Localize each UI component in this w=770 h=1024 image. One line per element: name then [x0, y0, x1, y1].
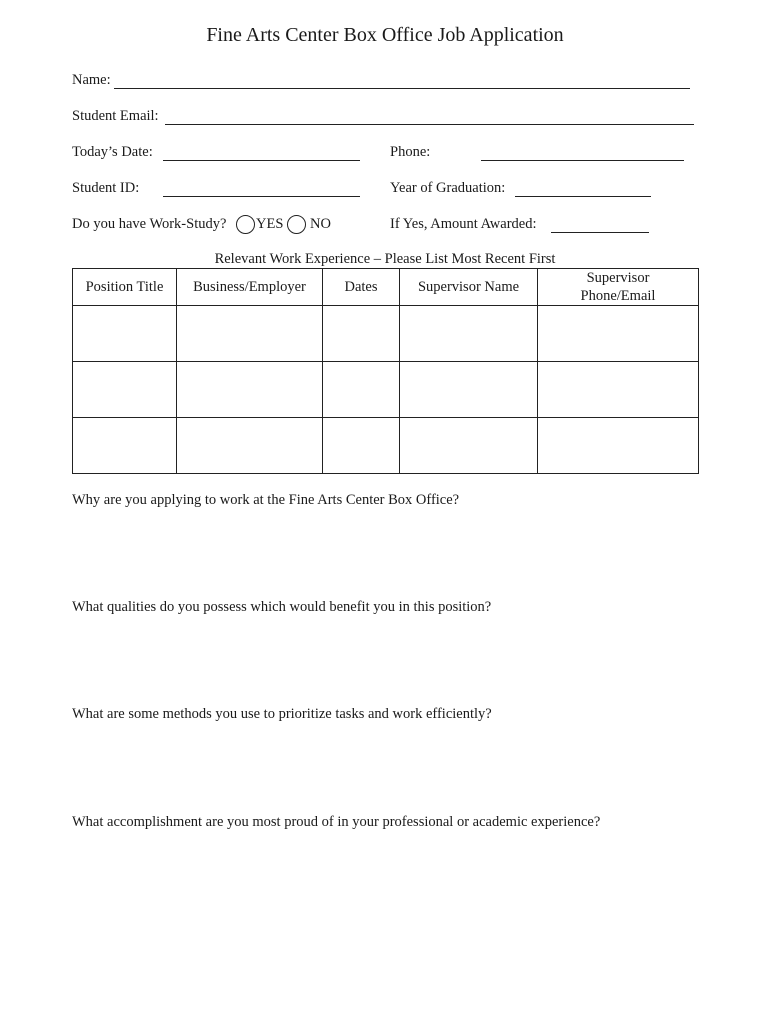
answer-prioritize-methods[interactable] [72, 730, 698, 800]
student-email-label: Student Email: [72, 108, 159, 124]
work-study-no-label: NO [310, 216, 331, 232]
page-title: Fine Arts Center Box Office Job Application [206, 24, 564, 46]
table-header-row [73, 269, 699, 306]
question-accomplishment: What accomplishment are you most proud of in your professional or academic experience? [72, 814, 601, 830]
student-email-field[interactable] [165, 124, 694, 125]
student-id-field[interactable] [163, 196, 360, 197]
question-prioritize-methods: What are some methods you use to prioritize tasks and work efficiently? [72, 706, 492, 722]
header-business-employer: Business/Employer [177, 269, 323, 306]
table-cell[interactable] [538, 306, 699, 362]
work-study-label: Do you have Work-Study? [72, 216, 227, 232]
table-cell[interactable] [400, 362, 538, 418]
student-id-label: Student ID: [72, 180, 140, 196]
header-position-title: Position Title [73, 269, 177, 306]
table-row [73, 418, 699, 474]
table-cell[interactable] [177, 418, 323, 474]
answer-why-apply[interactable] [72, 516, 698, 586]
work-study-no-radio[interactable] [287, 215, 306, 234]
table-cell[interactable] [323, 306, 400, 362]
header-supervisor-phone-email: Supervisor Phone/Email [538, 269, 699, 306]
table-cell[interactable] [73, 418, 177, 474]
name-field[interactable] [114, 88, 690, 89]
table-cell[interactable] [323, 362, 400, 418]
table-cell[interactable] [400, 306, 538, 362]
answer-accomplishment[interactable] [72, 838, 698, 908]
table-row [73, 362, 699, 418]
table-cell[interactable] [323, 418, 400, 474]
work-experience-title: Relevant Work Experience – Please List Most Recent First [214, 251, 556, 267]
header-supervisor-name: Supervisor Name [400, 269, 538, 306]
table-cell[interactable] [177, 362, 323, 418]
todays-date-label: Today’s Date: [72, 144, 153, 160]
work-experience-table [72, 268, 699, 474]
year-of-graduation-field[interactable] [515, 196, 651, 197]
table-cell[interactable] [73, 362, 177, 418]
phone-field[interactable] [481, 160, 684, 161]
name-label: Name: [72, 72, 111, 88]
table-cell[interactable] [400, 418, 538, 474]
answer-qualities[interactable] [72, 623, 698, 693]
year-of-graduation-label: Year of Graduation: [390, 180, 506, 196]
header-dates: Dates [323, 269, 400, 306]
table-cell[interactable] [538, 418, 699, 474]
work-study-yes-label: YES [256, 216, 284, 232]
question-why-apply: Why are you applying to work at the Fine Arts Center Box Office? [72, 492, 460, 508]
question-qualities: What qualities do you possess which would benefit you in this position? [72, 599, 492, 615]
table-cell[interactable] [538, 362, 699, 418]
table-cell[interactable] [177, 306, 323, 362]
work-study-yes-radio[interactable] [236, 215, 255, 234]
todays-date-field[interactable] [163, 160, 360, 161]
table-row [73, 306, 699, 362]
phone-label: Phone: [390, 144, 431, 160]
amount-awarded-label: If Yes, Amount Awarded: [390, 216, 537, 232]
amount-awarded-field[interactable] [551, 232, 649, 233]
table-cell[interactable] [73, 306, 177, 362]
